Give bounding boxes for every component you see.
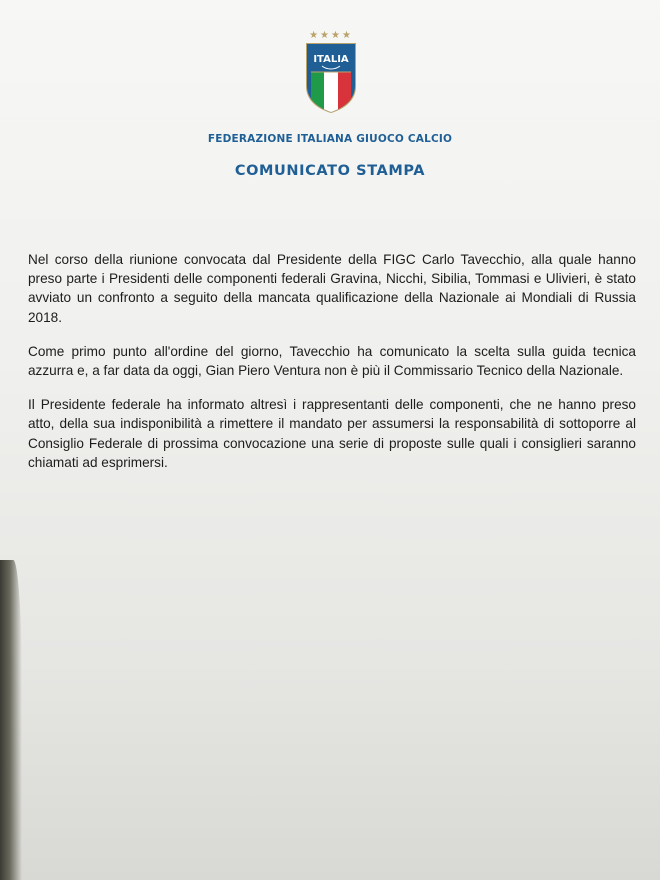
paragraph: Come primo punto all'ordine del giorno, Tavecchio ha comunicato la scelta sulla guida tecnica azzurra e, a far data da oggi, Gian Piero Ventura non è più il Commissario Tecnico della Nazionale.: [28, 343, 636, 379]
figc-crest: [303, 30, 359, 120]
paragraph: Il Presidente federale ha informato altresì i rappresentanti delle componenti, che ne hanno preso atto, della sua indisponibilità a rimettere il mandato per assumersi la responsabilità di sottoporre al Consiglio Federale di prossima convocazione una serie di proposte sulle quali i consiglieri saranno chiamati ad esprimersi.: [28, 397, 636, 470]
federation-name: FEDERAZIONE ITALIANA GIUOCO CALCIO: [207, 133, 453, 145]
stars-icon: ★★★★: [309, 30, 353, 41]
crest-text: ITALIA: [313, 54, 349, 65]
paragraph: Nel corso della riunione convocata dal Presidente della FIGC Carlo Tavecchio, alla quale hanno preso parte i Presidenti delle componenti federali Gravina, Nicchi, Sibilia, Tommasi e Ulivieri, è stato avviato un confronto a seguito della mancata qualificazione della Nazionale ai Mondiali di Russia 2018.: [28, 252, 636, 325]
page-title: COMUNICATO STAMPA: [234, 163, 426, 179]
figc-crest-icon: [305, 42, 357, 114]
press-release-body: [28, 250, 636, 487]
finger-shadow: [0, 560, 22, 880]
